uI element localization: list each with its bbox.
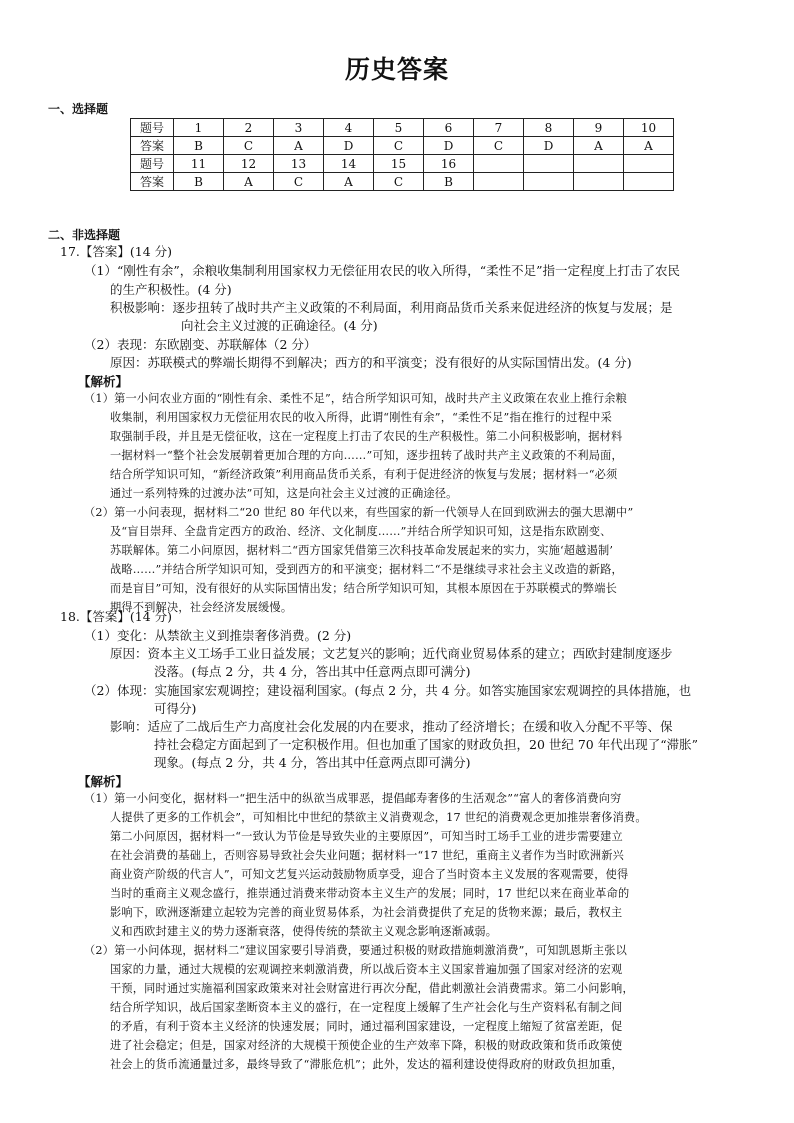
q18-explanation-line: 商业资产阶级的代言人”，可知文艺复兴运动鼓励物质享受，迎合了当时资本主义发展的客观需要，使得 — [110, 868, 629, 881]
table-cell: A — [274, 137, 324, 155]
q18-explanation-line: 干预，同时通过实施福利国家政策来对社会财富进行再次分配，借此刺激社会消费需求。第二小问影响， — [110, 982, 634, 995]
table-header-cell: 答案 — [131, 137, 174, 155]
q18-explanation-line: 第二小问原因，据材料一“一致认为节俭是导致失业的主要原因”，可知当时工场手工业的进步需要建立 — [110, 830, 623, 843]
q17-explanation-line: （2）第一小问表现，据材料二“20 世纪 80 年代以来，有些国家的新一代领导人在回到欧洲去的强大思潮中” — [84, 506, 634, 519]
q18-answer-line: 可得分) — [154, 701, 197, 716]
table-cell: 8 — [524, 119, 574, 137]
section-heading-nonchoice: 二、非选择题 — [48, 228, 121, 242]
table-cell: 7 — [474, 119, 524, 137]
table-cell — [624, 155, 674, 173]
table-cell: C — [374, 137, 424, 155]
q17-explanation-line: 通过一系列特殊的过渡办法”可知，这是向社会主义过渡的正确途径。 — [110, 487, 458, 500]
q17-explanation-line: 战略……”并结合所学知识可知，受到西方的和平演变；据材料二“不是继续寻求社会主义改造的新路， — [110, 563, 623, 576]
q18-explanation-line: （2）第一小问体现，据材料二“建议国家要引导消费，要通过积极的财政措施刺激消费”，可知凯恩斯主张以 — [84, 944, 627, 957]
q18-answer-line: 现象。(每点 2 分，共 4 分，答出其中任意两点即可满分) — [154, 755, 471, 770]
table-row — [131, 137, 674, 155]
q18-explanation-line: （1）第一小问变化，据材料一“把生活中的纵欲当成罪恶，提倡邮寿奢侈的生活观念”“富人的奢侈消费向穷 — [84, 792, 622, 805]
q18-answer-line: （1）变化：从禁欲主义到推崇奢侈消费。(2 分) — [84, 628, 352, 643]
q18-answer-line: 原因：资本主义工场手工业日益发展；文艺复兴的影响；近代商业贸易体系的建立；西欧封建制度逐步 — [110, 646, 673, 661]
table-header-cell: 题号 — [131, 119, 174, 137]
table-cell: 3 — [274, 119, 324, 137]
q18-explanation-line: 进了社会稳定；但是，国家对经济的大规模干预使企业的生产效率下降，积极的财政政策和货币政策使 — [110, 1039, 623, 1052]
q18-explanation-line: 影响下，欧洲逐渐建立起较为完善的商业贸易体系，为社会消费提供了充足的货物来源；最后，教权主 — [110, 906, 623, 919]
table-cell: A — [574, 137, 624, 155]
table-cell — [474, 173, 524, 191]
table-cell: 5 — [374, 119, 424, 137]
q17-answer-line: 的生产积极性。(4 分) — [110, 282, 232, 297]
table-header-cell: 题号 — [131, 155, 174, 173]
table-cell: B — [424, 173, 474, 191]
q17-explanation-line: 一据材料一“整个社会发展朝着更加合理的方向……”可知，逐步扭转了战时共产主义政策的不利局面， — [110, 449, 623, 462]
table-cell: 1 — [174, 119, 224, 137]
table-cell: 4 — [324, 119, 374, 137]
q18-explanation-line: 人提供了更多的工作机会”，可知相比中世纪的禁欲主义消费观念，17 世纪的消费观念更加推崇奢侈消费。 — [110, 811, 647, 824]
q18-answer-line: 持社会稳定方面起到了一定积极作用。但也加重了国家的财政负担，20 世纪 70 年代出现了“滞胀” — [154, 737, 699, 752]
q17-answer-line: 积极影响：逐步扭转了战时共产主义政策的不利局面，利用商品货币关系来促进经济的恢复与发展；是 — [110, 300, 673, 315]
q18-explanation-line: 结合所学知识，战后国家垄断资本主义的盛行，在一定程度上缓解了生产社会化与生产资料私有制之间 — [110, 1001, 623, 1014]
section-heading-choice: 一、选择题 — [48, 102, 109, 116]
table-cell — [474, 155, 524, 173]
table-cell: 15 — [374, 155, 424, 173]
table-cell: C — [474, 137, 524, 155]
table-cell: A — [224, 173, 274, 191]
table-cell: B — [174, 137, 224, 155]
table-cell: C — [274, 173, 324, 191]
q18-explanation-line: 当时的重商主义观念盛行，推崇通过消费来带动资本主义生产的发展；同时，17 世纪以来在商业革命的 — [110, 887, 630, 900]
q18-explanation-heading: 【解析】 — [78, 774, 129, 789]
q18-answer-line: 影响：适应了二战后生产力高度社会化发展的内在要求，推动了经济增长；在缓和收入分配不平等、保 — [110, 719, 673, 734]
table-cell — [624, 173, 674, 191]
answer-table — [130, 118, 674, 191]
table-cell: A — [624, 137, 674, 155]
q17-explanation-line: 苏联解体。第二小问原因，据材料二“西方国家凭借第三次科技革命发展起来的实力，实施‘超越遏制’ — [110, 544, 614, 557]
table-cell: 16 — [424, 155, 474, 173]
q17-answer-line: （1）“刚性有余”，余粮收集制利用国家权力无偿征用农民的收入所得，“柔性不足”指一定程度上打击了农民 — [84, 263, 681, 278]
q18-answer-line: （2）体现：实施国家宏观调控；建设福利国家。(每点 2 分，共 4 分。如答实施国家宏观调控的具体措施，也 — [84, 683, 692, 698]
q18-answer-line: 没落。(每点 2 分，共 4 分，答出其中任意两点即可满分) — [154, 664, 471, 679]
q17-explanation-heading: 【解析】 — [78, 374, 129, 389]
q17-explanation-line: 而是盲目”可知，没有很好的从实际国情出发；结合所学知识可知，其根本原因在于苏联模式的弊端长 — [110, 582, 617, 595]
q18-explanation-line: 在社会消费的基础上，否则容易导致社会失业问题；据材料一“17 世纪，重商主义者作为当时欧洲新兴 — [110, 849, 624, 862]
table-cell — [574, 173, 624, 191]
table-cell: C — [224, 137, 274, 155]
q17-explanation-line: 及“盲目崇拜、全盘肯定西方的政治、经济、文化制度……”并结合所学知识可知，这是指东欧剧变、 — [110, 525, 612, 538]
table-cell: 11 — [174, 155, 224, 173]
table-cell — [524, 173, 574, 191]
table-cell: D — [424, 137, 474, 155]
table-cell: 9 — [574, 119, 624, 137]
q17-heading: 17.【答案】(14 分) — [60, 244, 173, 259]
table-cell — [574, 155, 624, 173]
q17-answer-line: 向社会主义过渡的正确途径。(4 分) — [181, 318, 378, 333]
q18-explanation-line: 社会上的货币流通量过多，最终导致了“滞胀危机”；此外，发达的福利建设使得政府的财政负担加重， — [110, 1058, 623, 1071]
q17-explanation-line: 期得不到解决，社会经济发展缓慢。 — [110, 601, 293, 614]
table-cell: C — [374, 173, 424, 191]
q17-explanation-line: 取强制手段，并且是无偿征收，这在一定程度上打击了农民的生产积极性。第二小问积极影响，据材料 — [110, 430, 623, 443]
table-cell: 12 — [224, 155, 274, 173]
table-cell: D — [324, 137, 374, 155]
q18-explanation-line: 国家的力量，通过大规模的宏观调控来刺激消费，所以战后资本主义国家普遍加强了国家对经济的宏观 — [110, 963, 623, 976]
q18-explanation-line: 义和西欧封建主义的势力逐渐衰落，使得传统的禁欲主义观念影响逐渐减弱。 — [110, 925, 498, 938]
q18-explanation-line: 的矛盾，有利于资本主义经济的快速发展；同时，通过福利国家建设，一定程度上缩短了贫富差距，促 — [110, 1020, 623, 1033]
table-cell — [524, 155, 574, 173]
table-row — [131, 119, 674, 137]
q17-answer-line: （2）表现：东欧剧变、苏联解体（2 分） — [84, 337, 317, 352]
table-cell: 13 — [274, 155, 324, 173]
table-cell: 6 — [424, 119, 474, 137]
page-title: 历史答案 — [344, 55, 449, 84]
q17-explanation-line: 结合所学知识可知，“新经济政策”利用商品货币关系，有利于促进经济的恢复与发展；据材料一“必须 — [110, 468, 618, 481]
table-row — [131, 155, 674, 173]
table-header-cell: 答案 — [131, 173, 174, 191]
q17-explanation-line: 收集制，利用国家权力无偿征用农民的收入所得，此谓“刚性有余”，“柔性不足”指在推行的过程中采 — [110, 411, 612, 424]
table-cell: 14 — [324, 155, 374, 173]
q17-explanation-line: （1）第一小问农业方面的“刚性有余、柔性不足”，结合所学知识可知，战时共产主义政策在农业上推行余粮 — [84, 392, 627, 405]
table-cell: D — [524, 137, 574, 155]
q18-heading: 18.【答案】(14 分) — [60, 609, 173, 624]
table-cell: 10 — [624, 119, 674, 137]
table-cell: A — [324, 173, 374, 191]
q17-answer-line: 原因：苏联模式的弊端长期得不到解决；西方的和平演变；没有很好的从实际国情出发。(4 分) — [110, 355, 632, 370]
table-cell: 2 — [224, 119, 274, 137]
table-row — [131, 173, 674, 191]
table-cell: B — [174, 173, 224, 191]
